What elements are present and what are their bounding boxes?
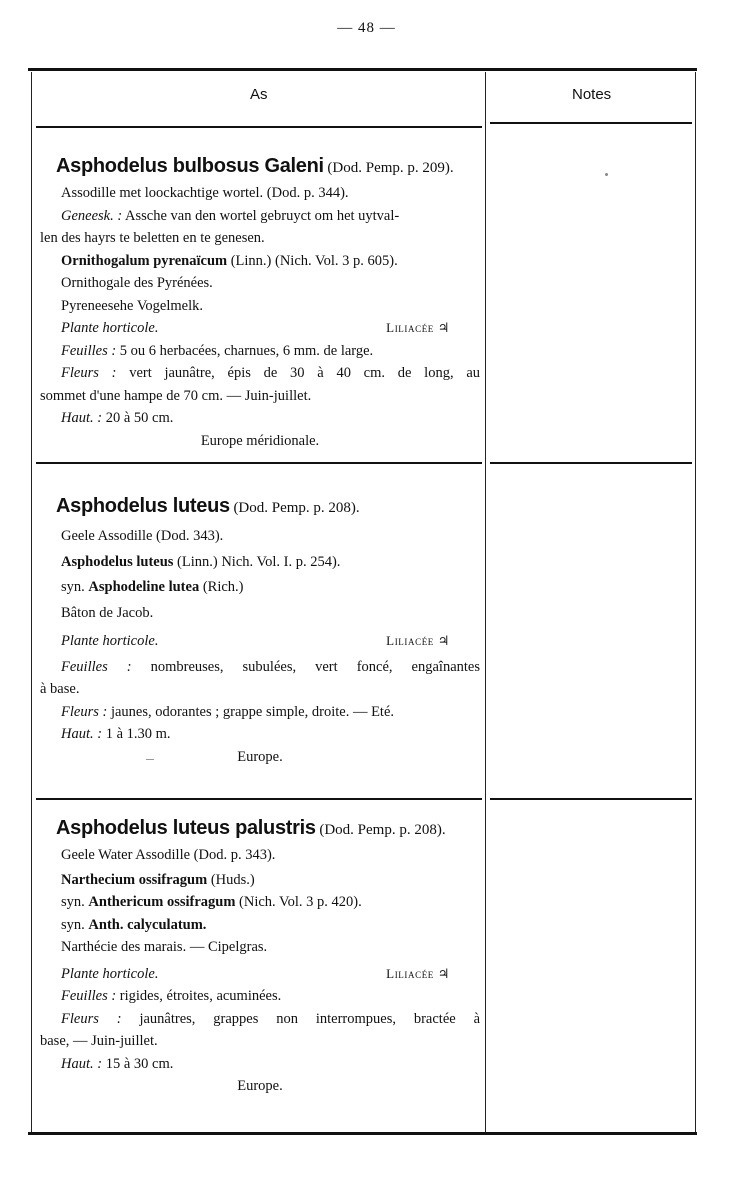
entry-line: Asphodelus luteus (Linn.) Nich. Vol. I. p. 254). [61,553,341,570]
entry-line: syn. Asphodeline lutea (Rich.) [61,579,244,595]
entry-line: len des hayrs te beletten en te genesen. [40,230,265,246]
decorative-dash [146,759,154,760]
page-number: — 48 — [337,20,396,36]
entry-line: Feuilles : rigides, étroites, acuminées. [61,988,282,1004]
table-left-border [31,72,32,1132]
plante-row: Plante horticole. Liliacée ♃ [40,317,480,340]
entry-line: Pyreneesehe Vogelmelk. [61,297,204,314]
entry-line: Narthécie des marais. — Cipelgras. [61,939,268,955]
section-rule-left [36,798,482,800]
entry-line: Geele Water Assodille (Dod. p. 343). [61,847,276,863]
entry-line: Haut. : 1 à 1.30 m. [61,726,171,742]
entry-line: Geele Assodille (Dod. 343). [61,528,224,544]
entry-line: Geneesk. : Assche van den wortel gebruyct om het uytval- [61,207,400,224]
plante-row: Plante horticole. Liliacée ♃ [40,630,480,653]
entry-region: Europe. [237,1078,283,1094]
table-right-border [695,72,696,1132]
entry-line: syn. Anthericum ossifragum (Nich. Vol. 3 p. 420). [61,894,362,910]
entry-title-ref: (Dod. Pemp. p. 208). [319,822,446,838]
header-rule-right [490,122,692,124]
entry-asphodelus-luteus-palustris [40,814,480,1098]
column-header-notes: Notes [572,86,612,103]
table-top-border [28,68,697,71]
entry-line: Feuilles : nombreuses, subulées, vert foncé, engaînantes [61,658,480,675]
entry-line: base, — Juin-juillet. [40,1033,158,1049]
entry-title: Asphodelus luteus palustris [56,817,316,839]
entry-asphodelus-luteus [40,492,480,768]
column-divider [485,72,486,1132]
header-rule-left [36,126,482,128]
entry-line: Haut. : 20 à 50 cm. [61,410,174,426]
section-rule-right [490,462,692,464]
entry-region: Europe méridionale. [200,432,320,449]
entry-line: Feuilles : 5 ou 6 herbacées, charnues, 6 mm. de large. [61,342,374,359]
section-rule-right [490,798,692,800]
entry-title: Asphodelus bulbosus Galeni [56,155,324,177]
entry-line: Fleurs : jaunâtres, grappes non interrompues, bractée à [61,1010,481,1027]
entry-line: à base. [40,681,80,697]
notes-mark [605,173,608,176]
entry-title-ref: (Dod. Pemp. p. 208). [233,500,360,516]
family-label: Liliacée ♃ [386,633,450,648]
family-label: Liliacée ♃ [386,320,450,335]
entry-line: sommet d'une hampe de 70 cm. — Juin-juillet. [40,387,312,404]
entry-line: Bâton de Jacob. [61,604,154,621]
column-header-as: As [250,86,268,103]
entry-line: Fleurs : jaunes, odorantes ; grappe simple, droite. — Eté. [61,703,395,720]
plante-row: Plante horticole. Liliacée ♃ [40,963,480,986]
entry-region: Europe. [237,748,283,765]
family-label: Liliacée ♃ [386,965,450,981]
entry-line: Fleurs : vert jaunâtre, épis de 30 à 40 cm. de long, au [61,365,481,381]
entry-title-ref: (Dod. Pemp. p. 209). [327,160,454,176]
table-bottom-border [28,1132,697,1135]
entry-asphodelus-bulbosus [40,152,480,452]
entry-line: Narthecium ossifragum (Huds.) [61,871,255,888]
section-rule-left [36,462,482,464]
entry-line: Haut. : 15 à 30 cm. [61,1055,174,1072]
entry-line: Assodille met loockachtige wortel. (Dod. p. 344). [61,185,349,201]
entry-line: syn. Anth. calyculatum. [61,916,207,933]
entry-title: Asphodelus luteus [56,495,230,517]
entry-line: Ornithogalum pyrenaïcum (Linn.) (Nich. Vol. 3 p. 605). [61,252,398,269]
entry-line: Ornithogale des Pyrénées. [61,275,213,291]
